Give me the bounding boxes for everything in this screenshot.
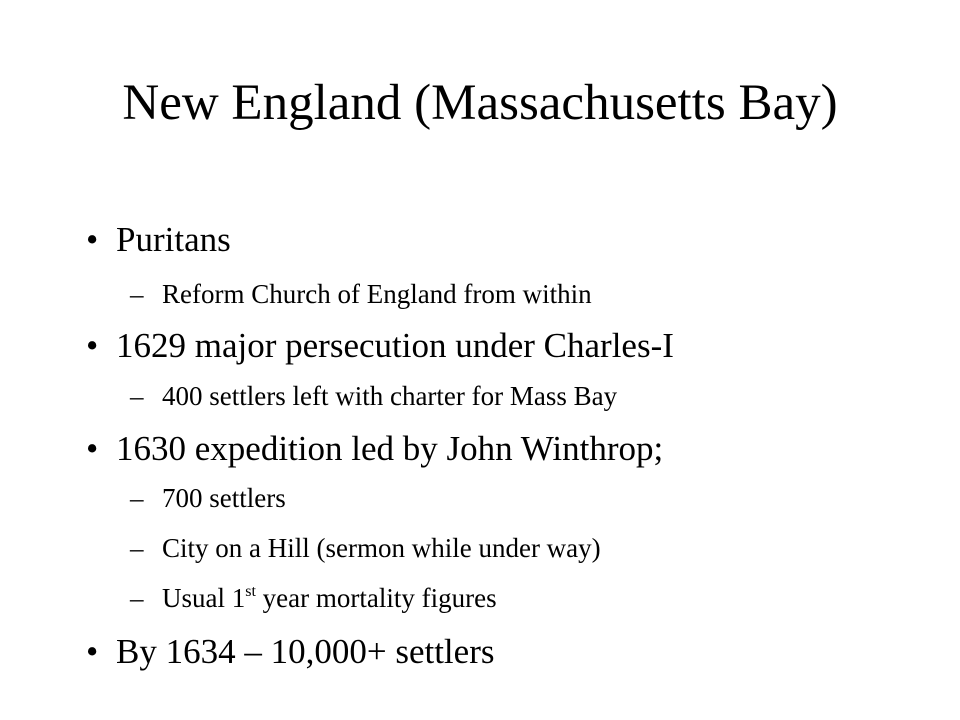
dash-icon: – bbox=[130, 583, 144, 613]
subbullet-400-settlers bbox=[130, 378, 617, 414]
dash-icon: – bbox=[130, 279, 144, 309]
subbullet-text-after: year mortality figures bbox=[255, 583, 497, 613]
subbullet-text: Reform Church of England from within bbox=[162, 279, 592, 309]
dash-icon: – bbox=[130, 381, 144, 411]
bullet-1630-expedition bbox=[86, 427, 663, 471]
subbullet-city-on-hill bbox=[130, 530, 601, 566]
bullet-text: By 1634 – 10,000+ settlers bbox=[116, 632, 495, 671]
slide-title: New England (Massachusetts Bay) bbox=[122, 75, 838, 131]
bullet-icon: • bbox=[86, 220, 99, 259]
subbullet-mortality bbox=[130, 580, 497, 616]
bullet-icon: • bbox=[86, 429, 99, 468]
dash-icon: – bbox=[130, 533, 144, 563]
dash-icon: – bbox=[130, 483, 144, 513]
subbullet-text: 700 settlers bbox=[162, 483, 286, 513]
subbullet-text-before: Usual 1 bbox=[162, 583, 246, 613]
subbullet-text: City on a Hill (sermon while under way) bbox=[162, 533, 601, 563]
bullet-text: Puritans bbox=[116, 220, 231, 259]
bullet-icon: • bbox=[86, 632, 99, 671]
subbullet-reform-church bbox=[130, 276, 592, 312]
bullet-1634-settlers bbox=[86, 630, 494, 674]
bullet-puritans bbox=[86, 218, 231, 262]
superscript-st: st bbox=[245, 583, 256, 600]
bullet-icon: • bbox=[86, 326, 99, 365]
subbullet-700-settlers bbox=[130, 480, 286, 516]
bullet-text: 1630 expedition led by John Winthrop; bbox=[116, 429, 664, 468]
bullet-1629-persecution bbox=[86, 324, 674, 368]
subbullet-text: 400 settlers left with charter for Mass Bay bbox=[162, 381, 618, 411]
bullet-text: 1629 major persecution under Charles-I bbox=[116, 326, 674, 365]
